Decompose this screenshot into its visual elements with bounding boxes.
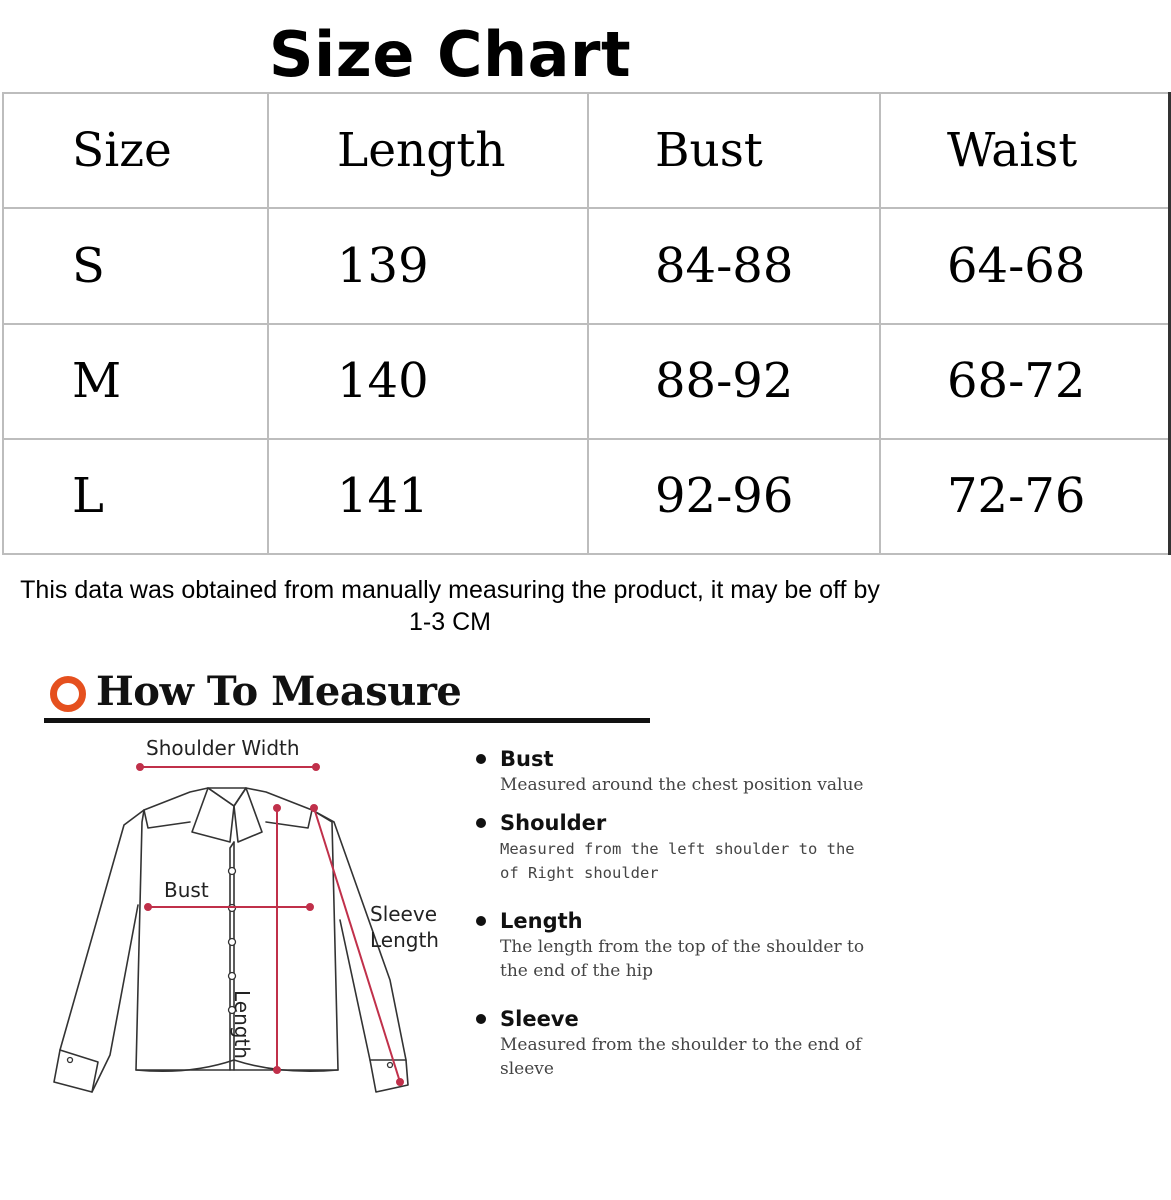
sleeve-label-line1: Sleeve <box>370 902 438 926</box>
cell-bust: 84-88 <box>588 208 880 323</box>
cell-length: 141 <box>268 439 588 554</box>
how-to-measure-header <box>44 668 654 728</box>
bullet-icon <box>476 754 486 764</box>
item-heading: Length <box>500 909 583 933</box>
header-cell-bust: Bust <box>588 93 880 208</box>
cell-waist: 68-72 <box>880 324 1170 439</box>
measure-guide-list <box>476 745 876 1085</box>
cell-size: M <box>3 324 268 439</box>
header-cell-length: Length <box>268 93 588 208</box>
list-item <box>476 1005 876 1085</box>
item-description: The length from the top of the shoulder to the end of the hip <box>500 937 865 981</box>
header-cell-size: Size <box>3 93 268 208</box>
table-row <box>3 439 1170 554</box>
size-table <box>2 92 1171 555</box>
page-title: Size Chart <box>268 18 632 91</box>
measurement-note: This data was obtained from manually measuring the product, it may be off by 1-3 CM <box>20 576 880 636</box>
bullet-icon <box>476 818 486 828</box>
cell-size: S <box>3 208 268 323</box>
shoulder-width-label: Shoulder Width <box>146 736 300 760</box>
cell-waist: 64-68 <box>880 208 1170 323</box>
cell-length: 140 <box>268 324 588 439</box>
item-description: Measured around the chest position value <box>500 775 864 795</box>
bullet-icon <box>476 916 486 926</box>
item-description: Measured from the left shoulder to the of Right shoulder <box>500 840 855 882</box>
item-heading: Shoulder <box>500 811 607 835</box>
item-heading: Sleeve <box>500 1007 579 1031</box>
bullet-icon <box>476 1014 486 1024</box>
cell-bust: 88-92 <box>588 324 880 439</box>
how-to-measure-title: How To Measure <box>96 668 462 715</box>
header-underline <box>44 718 650 723</box>
sleeve-label-line2: Length <box>370 928 439 952</box>
length-label: Length <box>230 990 254 1059</box>
header-cell-waist: Waist <box>880 93 1170 208</box>
cell-bust: 92-96 <box>588 439 880 554</box>
list-item <box>476 907 876 1005</box>
bust-label: Bust <box>164 878 209 902</box>
cell-size: L <box>3 439 268 554</box>
list-item <box>476 745 876 809</box>
list-item <box>476 809 876 907</box>
bullet-ring-icon <box>50 676 86 712</box>
table-row <box>3 208 1170 323</box>
item-description: Measured from the shoulder to the end of sleeve <box>500 1035 862 1079</box>
shirt-diagram <box>40 730 460 1100</box>
cell-length: 139 <box>268 208 588 323</box>
table-header-row <box>3 93 1170 208</box>
item-heading: Bust <box>500 747 554 771</box>
table-row <box>3 324 1170 439</box>
cell-waist: 72-76 <box>880 439 1170 554</box>
